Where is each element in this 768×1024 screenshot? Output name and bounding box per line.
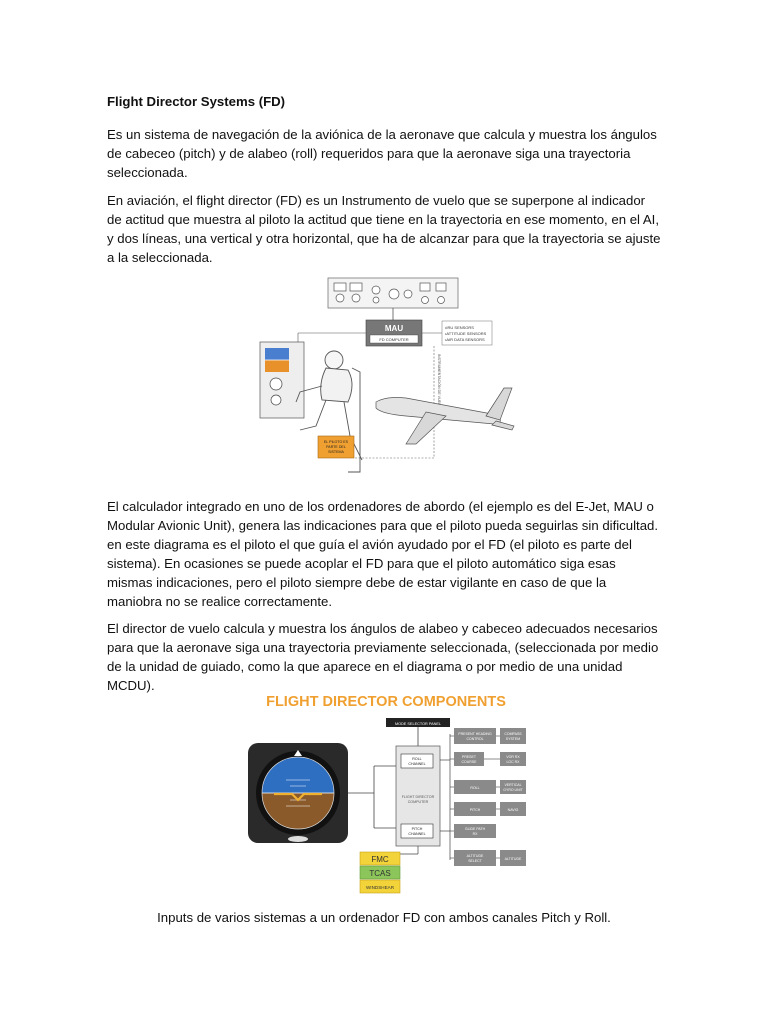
fd-computer-label: FD COMPUTER [379, 337, 409, 342]
airplane-icon [376, 388, 514, 444]
fd-system-diagram [256, 276, 526, 488]
paragraph-3-wrap [107, 497, 662, 620]
input-label: PRESENT HEADING [458, 732, 492, 736]
computer-label: COMPUTER [407, 800, 429, 804]
source-label: GYRO UNIT [503, 788, 523, 792]
vertical-label: INSTRUMENTACIÓN DE VUELO [437, 354, 441, 408]
pilot-box-line: PARTE DEL [326, 445, 346, 449]
paragraph-3: El calculador integrado en uno de los ordenadores de abordo (el ejemplo es del E-Jet, MAU o Modular Avionic Unit), genera las indicaciones para que el piloto pueda seguirlas sin dificultad. en este diagrama es el piloto el que guía el avión ayudado por el FD (el piloto es parte del sistema). En ocasiones se puede acoplar el FD para que el piloto automático siga esas mismas indicaciones, pero el piloto siempre debe de estar vigilante en caso de que la maniobra no se realice correctamente. [107, 499, 659, 609]
source-label: SYSTEM [505, 737, 521, 741]
source-label: LOC RX [506, 760, 520, 764]
input-label: GLIDE PATH [464, 827, 486, 831]
input-label: CONTROL [466, 737, 484, 741]
figure-caption: Inputs de varios sistemas a un ordenador FD con ambos canales Pitch y Roll. [157, 910, 611, 925]
source-label: VERTICAL [504, 783, 522, 787]
attitude-indicator-icon [248, 743, 348, 843]
pilot-box-line: EL PILOTO ES [323, 440, 349, 444]
input-label: COURSE [461, 760, 477, 764]
mode-selector-label: MODE SELECTOR PANEL [394, 722, 442, 726]
roll-channel-label: CHANNEL [408, 762, 426, 766]
roll-channel-label: ROLL [412, 757, 422, 761]
figure-title: FLIGHT DIRECTOR COMPONENTS [266, 694, 506, 710]
tcas-label: TCAS [369, 869, 391, 878]
document-body [107, 92, 662, 276]
source-label: ALTITUDE [504, 857, 522, 861]
input-box [454, 728, 496, 744]
computer-label: FLIGHT DIRECTOR [401, 795, 435, 799]
mau-label: MAU [384, 324, 404, 333]
sensor-line: •IRU SENSORS [445, 325, 474, 330]
section-heading: Flight Director Systems (FD) [107, 94, 286, 109]
pilot-box-line: SISTEMA [328, 450, 344, 454]
input-label: ALTITUDE [466, 854, 484, 858]
sensor-line: •AIR DATA SENSORS [445, 337, 485, 342]
input-label: SELECT [468, 859, 482, 863]
source-label: COMPASS [504, 732, 522, 736]
paragraph-2: En aviación, el flight director (FD) es un Instrumento de vuelo que se superpone al indicador de actitud que muestra al piloto la actitud que tiene en la trayectoria en ese momento, en el AI, y dos líneas, una vertical y otra horizontal, que ha de alcanzar para que la trayectoria se ajuste a la seleccionada. [107, 193, 661, 265]
paragraph-4: El director de vuelo calcula y muestra los ángulos de alabeo y cabeceo adecuados necesarios para que la aeronave siga una trayectoria previamente seleccionada, (seleccionada por medio de la unidad de guiado, como la que aparece en el diagrama o por medio de una unidad MCDU). [107, 621, 659, 693]
source-label: NAVIG [507, 808, 519, 812]
paragraph-1: Es un sistema de navegación de la aviónica de la aeronave que calcula y muestra los ángulos de cabeceo (pitch) y de alabeo (roll) requeridos para que la aeronave siga una trayectoria seleccionada. [107, 127, 657, 180]
pitch-channel-label: CHANNEL [408, 832, 426, 836]
fd-components-diagram [244, 688, 529, 896]
source-box [500, 728, 526, 744]
pitch-channel-label: PITCH [411, 827, 423, 831]
sensor-line: •ATTITUDE SENSORS [445, 331, 487, 336]
input-box [454, 850, 496, 866]
fmc-label: FMC [371, 855, 389, 864]
input-label: ROLL [470, 786, 480, 790]
source-label: VOR RX [506, 755, 520, 759]
input-label: PITCH [469, 808, 481, 812]
input-label: PRESET [461, 755, 477, 759]
input-label: RX [472, 832, 478, 836]
windshear-label: WINDSHEAR [365, 885, 395, 890]
